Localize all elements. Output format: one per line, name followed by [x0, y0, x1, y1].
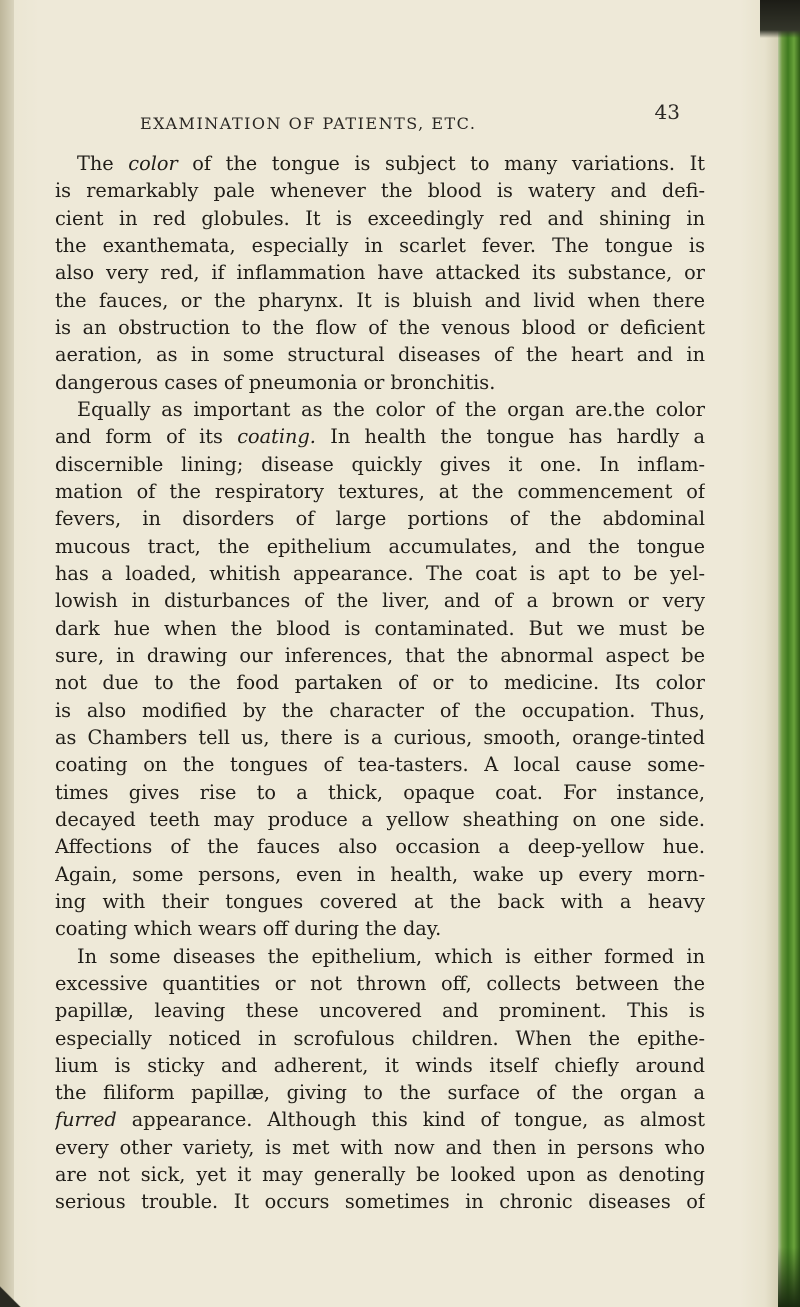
text-line: decayed teeth may produce a yellow sheathing on one side.: [55, 807, 705, 831]
text-line: the fauces, or the pharynx. It is bluish and livid when there: [55, 288, 705, 312]
text-line: mucous tract, the epithelium accumulates, and the tongue: [55, 534, 705, 558]
book-binding-bottom-shadow: [778, 1247, 800, 1307]
text-line: cient in red globules. It is exceedingly red and shining in: [55, 206, 705, 230]
text-line: aeration, as in some structural diseases of the heart and in: [55, 343, 705, 367]
text-line: Equally as important as the color of the organ are.the color: [77, 397, 705, 421]
page-number: 43: [654, 100, 680, 124]
text-line: is also modified by the character of the occupation. Thus,: [55, 698, 705, 722]
text-line: are not sick, yet it may generally be looked upon as denoting: [55, 1163, 705, 1187]
page-header: [140, 100, 680, 144]
text-line: as Chambers tell us, there is a curious, smooth, orange-tinted: [55, 725, 705, 749]
text-line: dangerous cases of pneumonia or bronchitis.: [55, 370, 496, 394]
text-line: has a loaded, whitish appearance. The coat is apt to be yel-: [55, 561, 705, 585]
text-line: lowish in disturbances of the liver, and of a brown or very: [55, 589, 705, 613]
text-line: ing with their tongues covered at the back with a heavy: [55, 889, 705, 913]
page-corner-shadow: [0, 1277, 30, 1307]
text-line: the exanthemata, especially in scarlet fever. The tongue is: [55, 233, 705, 257]
text-line: furred appearance. Although this kind of tongue, as almost: [55, 1108, 705, 1132]
text-line: fevers, in disorders of large portions of the abdominal: [55, 507, 705, 531]
book-binding-top-shadow: [760, 0, 800, 38]
text-line: dark hue when the blood is contaminated. But we must be: [55, 616, 705, 640]
book-binding-edge: [778, 0, 800, 1307]
page-gutter-shadow: [0, 0, 14, 1307]
body-text: [55, 150, 705, 1216]
text-line: mation of the respiratory textures, at the commencement of: [55, 479, 705, 503]
text-line: sure, in drawing our inferences, that the abnormal aspect be: [55, 643, 705, 667]
text-line: is an obstruction to the flow of the venous blood or deficient: [55, 315, 705, 339]
text-line: every other variety, is met with now and then in persons who: [55, 1135, 705, 1159]
text-line: also very red, if inflammation have attacked its substance, or: [55, 261, 705, 285]
text-line: coating on the tongues of tea-tasters. A local cause some-: [55, 753, 705, 777]
text-line: especially noticed in scrofulous children. When the epithe-: [55, 1026, 705, 1050]
text-line: lium is sticky and adherent, it winds itself chiefly around: [55, 1053, 705, 1077]
text-line: the filiform papillæ, giving to the surface of the organ a: [55, 1081, 705, 1105]
text-line: Again, some persons, even in health, wake up every morn-: [55, 862, 705, 886]
text-line: Affections of the fauces also occasion a deep-yellow hue.: [55, 835, 705, 859]
text-line: coating which wears off during the day.: [55, 917, 442, 941]
text-line: serious trouble. It occurs sometimes in chronic diseases of: [55, 1190, 705, 1214]
text-line: papillæ, leaving these uncovered and prominent. This is: [55, 999, 705, 1023]
text-line: times gives rise to a thick, opaque coat. For instance,: [55, 780, 705, 804]
text-line: In some diseases the epithelium, which is either formed in: [77, 944, 705, 968]
text-line: is remarkably pale whenever the blood is watery and defi-: [55, 179, 705, 203]
text-line: and form of its coating. In health the tongue has hardly a: [55, 425, 705, 449]
text-line: The color of the tongue is subject to many variations. It: [77, 152, 705, 175]
text-line: excessive quantities or not thrown off, collects between the: [55, 971, 705, 995]
text-line: not due to the food partaken of or to medicine. Its color: [55, 671, 705, 695]
running-head: EXAMINATION OF PATIENTS, ETC.: [140, 114, 477, 133]
text-line: discernible lining; disease quickly gives it one. In inflam-: [55, 452, 705, 476]
